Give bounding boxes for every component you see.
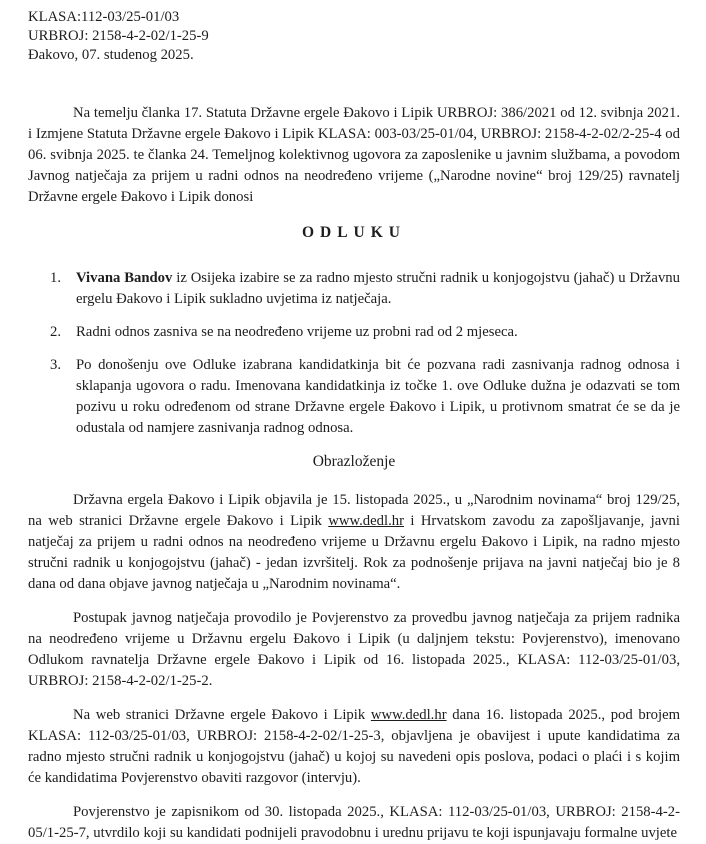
klasa-line: KLASA:112-03/25-01/03	[28, 9, 180, 25]
text-segment: Državna ergela Đakovo i Lipik objavila je 15. listopada 2025., u „Narodnim novinama“ broj 129/25, na web stranici Državne ergele Đakovo i Lipik	[28, 492, 680, 529]
item-number: 3.	[50, 357, 62, 373]
website-url: www.dedl.hr	[370, 707, 447, 723]
decision-items-list	[28, 268, 680, 439]
explanation-paragraph	[28, 705, 680, 789]
explanation-paragraph	[28, 608, 680, 692]
item-text	[76, 322, 680, 343]
explanation-paragraphs	[28, 490, 680, 844]
text-segment: dana 16. listopada 2025., pod brojem KLASA: 112-03/25-01/03, URBROJ: 2158-4-2-02/1-25-3, objavljena je obavijest i upute kandidatima za radno mjesto stručni radnik u konjogojstvu (jahač) u kojoj su navedeni opis poslova, podaci o plaći i s kojim će kandidatima Povjerenstvo obaviti razgovor (intervju).	[28, 707, 681, 786]
explanation-title: Obrazloženje	[312, 453, 396, 470]
text-segment: Na web stranici Državne ergele Đakovo i Lipik	[73, 707, 371, 723]
explanation-paragraph	[28, 802, 680, 844]
decision-item	[28, 268, 680, 310]
document-header	[28, 8, 680, 65]
item-number: 1.	[50, 270, 62, 286]
website-url: www.dedl.hr	[328, 513, 404, 529]
item-number: 2.	[50, 324, 62, 340]
item-text	[76, 268, 680, 310]
text-segment: Povjerenstvo je zapisnikom od 30. listopada 2025., KLASA: 112-03/25-01/03, URBROJ: 2158-4-2-05/1-25-7, utvrdilo koji su kandidati podnijeli pravodobnu i urednu prijavu te koji ispunjavaju formalne uvjete	[28, 804, 680, 841]
urbroj-line: URBROJ: 2158-4-2-02/1-25-9	[28, 28, 209, 44]
intro-paragraph: Na temelju članka 17. Statuta Državne ergele Đakovo i Lipik URBROJ: 386/2021 od 12. svibnja 2021. i Izmjene Statuta Državne ergele Đakovo i Lipik KLASA: 003-03/25-01/04, URBROJ: 2158-4-2-02/2-25-4 od 06. svibnja 2025. te članka 24. Temeljnog kolektivnog ugovora za zaposlenike u javnim službama, a povodom Javnog natječaja za prijem u radni odnos na neodređeno vrijeme („Narodne novine“ broj 129/25) ravnatelj Državne ergele Đakovo i Lipik donosi	[28, 105, 680, 205]
text-segment: Po donošenju ove Odluke izabrana kandidatkinja bit će pozvana radi zasnivanja radnog odnosa i sklapanja ugovora o radu. Imenovana kandidatkinja iz točke 1. ove Odluke dužna je odazvati se tom pozivu u roku određenom od strane Državne ergele Đakovo i Lipik, u protivnom smatrat će se da je odustala od namjere zasnivanja radnog odnosa.	[76, 357, 680, 436]
decision-item	[28, 322, 680, 343]
candidate-name: Vivana Bandov	[76, 270, 173, 286]
item-text	[76, 355, 680, 439]
text-segment: iz Osijeka izabire se za radno mjesto stručni radnik u konjogojstvu (jahač) u Državnu ergelu Đakovo i Lipik sukladno uvjetima iz natječaja.	[76, 270, 680, 307]
explanation-paragraph	[28, 490, 680, 595]
text-segment: i Hrvatskom zavodu za zapošljavanje, javni natječaj za prijem u radni odnos na neodređeno vrijeme u Državnu ergelu Đakovo i Lipik, na radno mjesto stručni radnik u konjogojstvu (jahač) - jedan izvršitelj. Rok za podnošenje prijava na javni natječaj bio je 8 dana od dana objave javnog natječaja u „Narodnim novinama“.	[28, 513, 680, 592]
place-date-line: Đakovo, 07. studenog 2025.	[28, 47, 194, 63]
text-segment: Postupak javnog natječaja provodilo je Povjerenstvo za provedbu javnog natječaja za prijem radnika na neodređeno vrijeme u Državnu ergelu Đakovo i Lipik (u daljnjem tekstu: Povjerenstvo), imenovano Odlukom ravnatelja Državne ergele Đakovo i Lipik od 16. listopada 2025., KLASA: 112-03/25-01/03, URBROJ: 2158-4-2-02/1-25-2.	[28, 610, 680, 689]
text-segment: Radni odnos zasniva se na neodređeno vrijeme uz probni rad od 2 mjeseca.	[76, 324, 518, 340]
decision-title: ODLUKU	[301, 224, 407, 241]
decision-item	[28, 355, 680, 439]
